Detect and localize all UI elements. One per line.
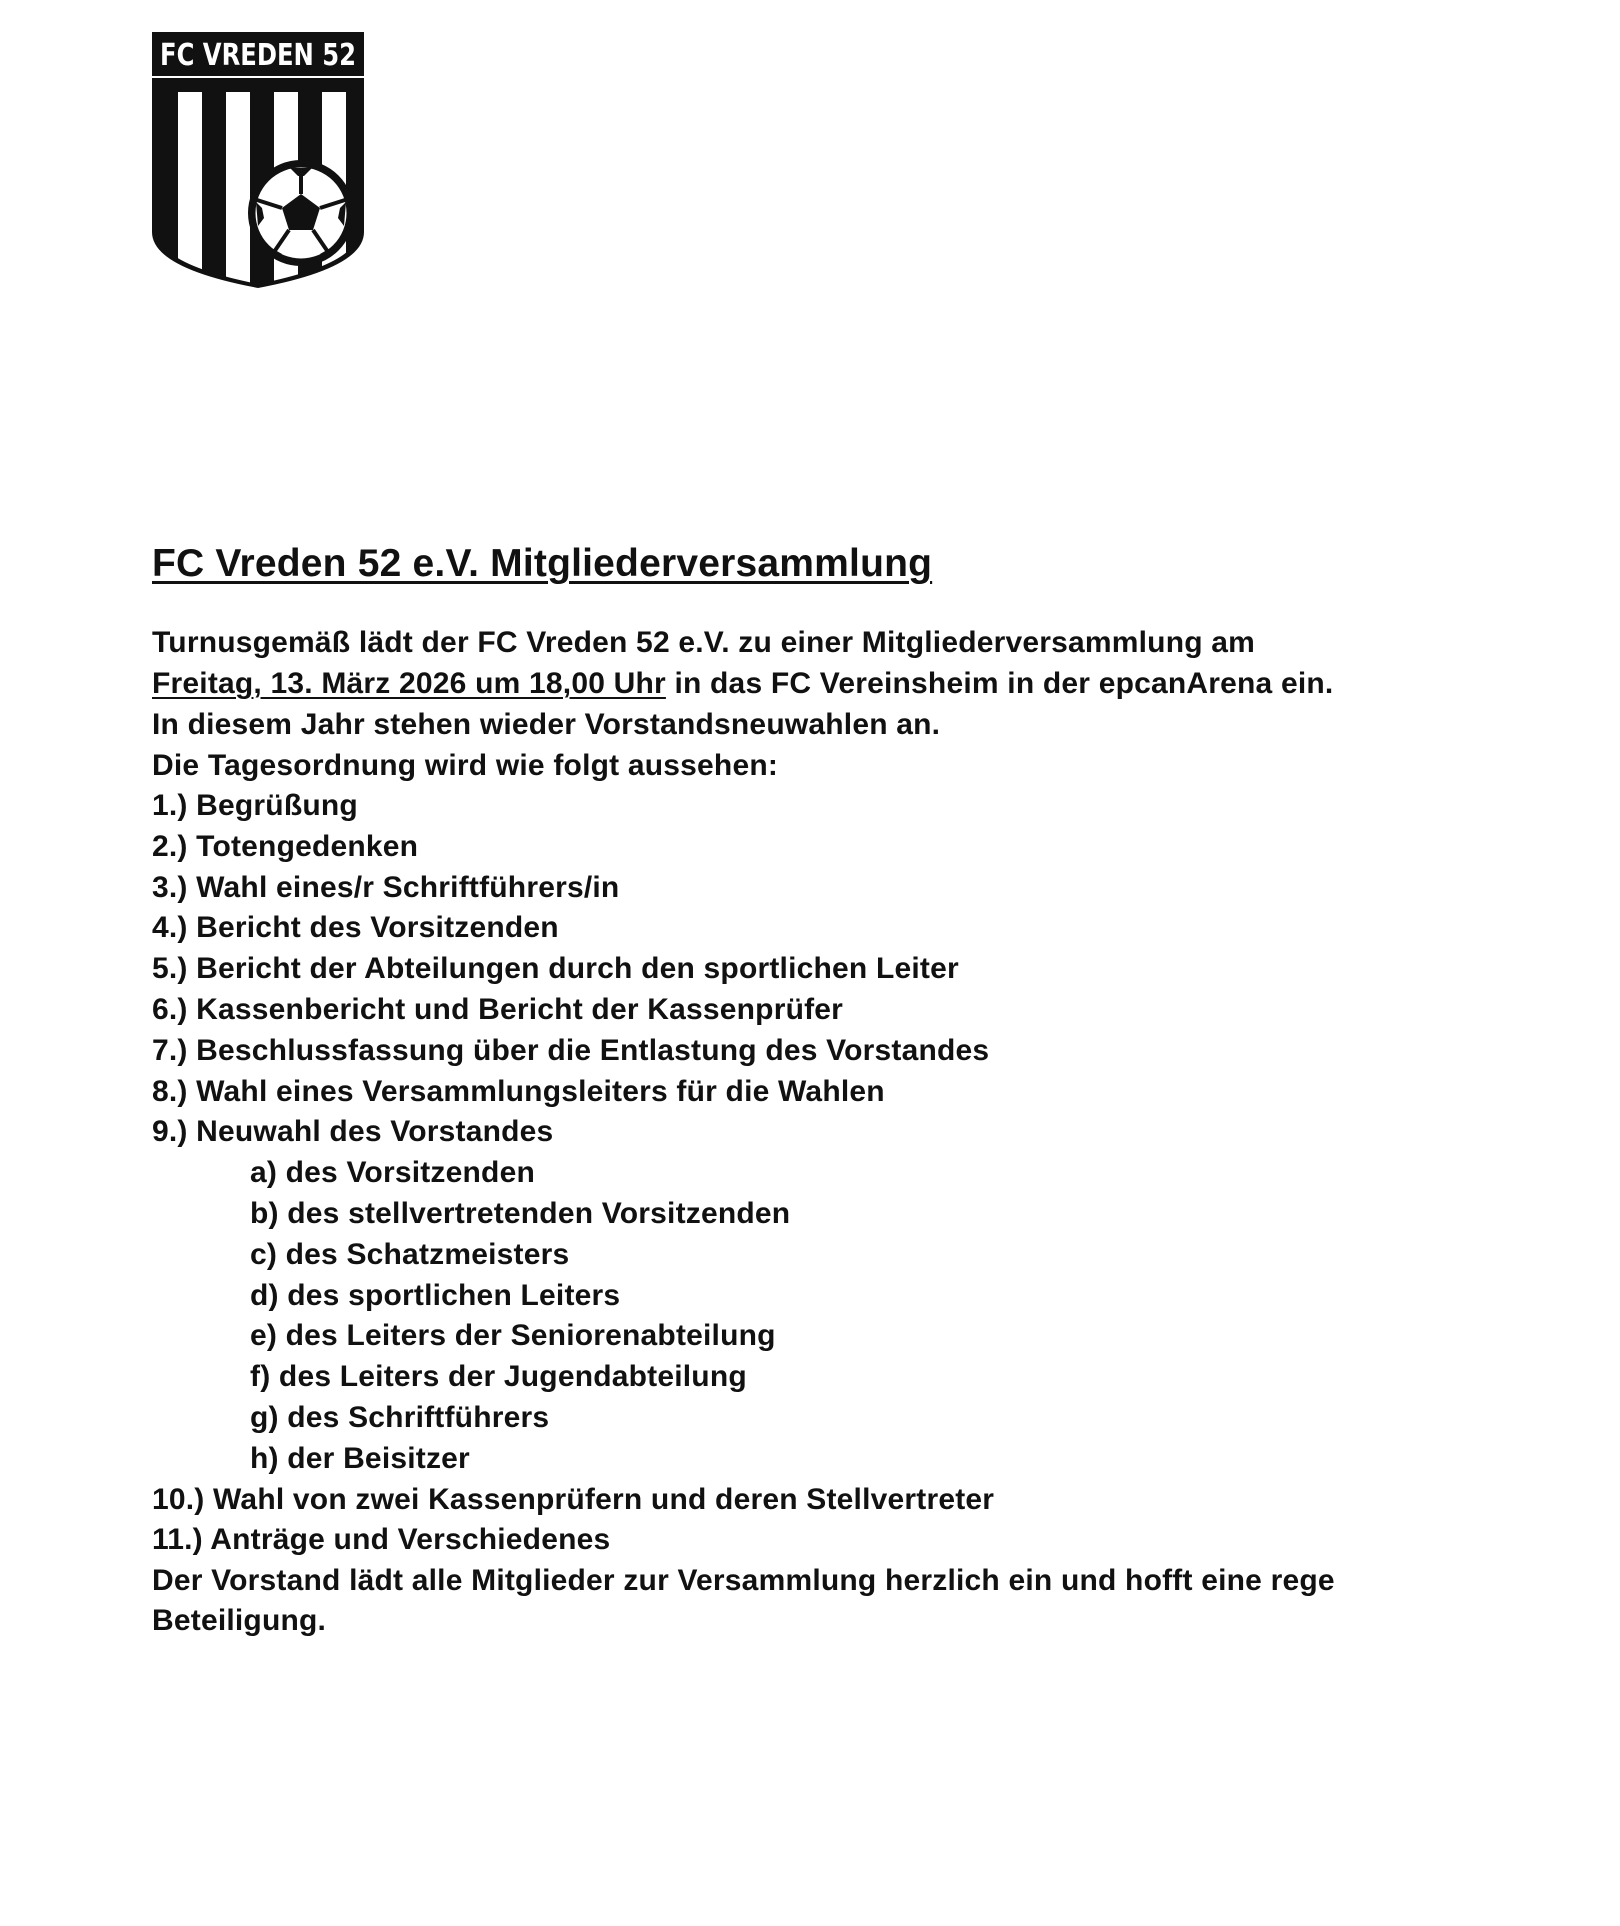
intro-line-1: Turnusgemäß lädt der FC Vreden 52 e.V. zu einer Mitgliederversammlung am <box>152 626 1256 659</box>
agenda-subitem: c) des Schatzmeisters <box>250 1237 570 1271</box>
agenda-subitem: e) des Leiters der Seniorenabteilung <box>250 1319 776 1353</box>
closing-paragraph: Der Vorstand lädt alle Mitglieder zur Versammlung herzlich ein und hofft eine rege Beteiligung. <box>152 1564 1335 1638</box>
intro-line-4: Die Tagesordnung wird wie folgt aussehen: <box>152 749 779 782</box>
agenda-item: 11.) Anträge und Verschiedenes <box>152 1523 611 1557</box>
club-logo <box>152 32 364 288</box>
document-body <box>152 540 1482 1641</box>
intro-paragraph <box>152 622 1482 786</box>
agenda-subitem: b) des stellvertretenden Vorsitzenden <box>250 1196 791 1230</box>
agenda-item: 9.) Neuwahl des Vorstandes <box>152 1115 554 1149</box>
meeting-location: in das FC Vereinsheim in der epcanArena ein. <box>665 667 1334 700</box>
agenda-item: 6.) Kassenbericht und Bericht der Kassenprüfer <box>152 992 844 1026</box>
agenda-item: 5.) Bericht der Abteilungen durch den sportlichen Leiter <box>152 952 959 986</box>
intro-line-3: In diesem Jahr stehen wieder Vorstandsneuwahlen an. <box>152 708 941 741</box>
agenda-item: 7.) Beschlussfassung über die Entlastung des Vorstandes <box>152 1033 990 1067</box>
club-crest-icon <box>152 32 364 288</box>
agenda-item: 1.) Begrüßung <box>152 789 358 822</box>
agenda-item: 2.) Totengedenken <box>152 829 419 863</box>
logo-text: FC VREDEN 52 <box>160 38 356 73</box>
agenda-subitem: a) des Vorsitzenden <box>250 1156 535 1190</box>
intro-line-2 <box>152 663 1482 704</box>
agenda-item: 8.) Wahl eines Versammlungsleiters für die Wahlen <box>152 1074 885 1108</box>
agenda-subitem: f) des Leiters der Jugendabteilung <box>250 1360 747 1394</box>
agenda-item: 3.) Wahl eines/r Schriftführers/in <box>152 870 620 904</box>
agenda-subitem: g) des Schriftführers <box>250 1400 550 1434</box>
page-title: FC Vreden 52 e.V. Mitgliederversammlung <box>152 542 933 585</box>
agenda-subitem: d) des sportlichen Leiters <box>250 1278 621 1312</box>
meeting-date: Freitag, 13. März 2026 um 18,00 Uhr <box>152 667 666 700</box>
soccer-ball-icon <box>248 160 354 266</box>
agenda-list <box>152 786 1482 1561</box>
agenda-item: 10.) Wahl von zwei Kassenprüfern und deren Stellvertreter <box>152 1482 995 1516</box>
agenda-subitem: h) der Beisitzer <box>250 1441 470 1475</box>
agenda-item: 4.) Bericht des Vorsitzenden <box>152 911 559 945</box>
